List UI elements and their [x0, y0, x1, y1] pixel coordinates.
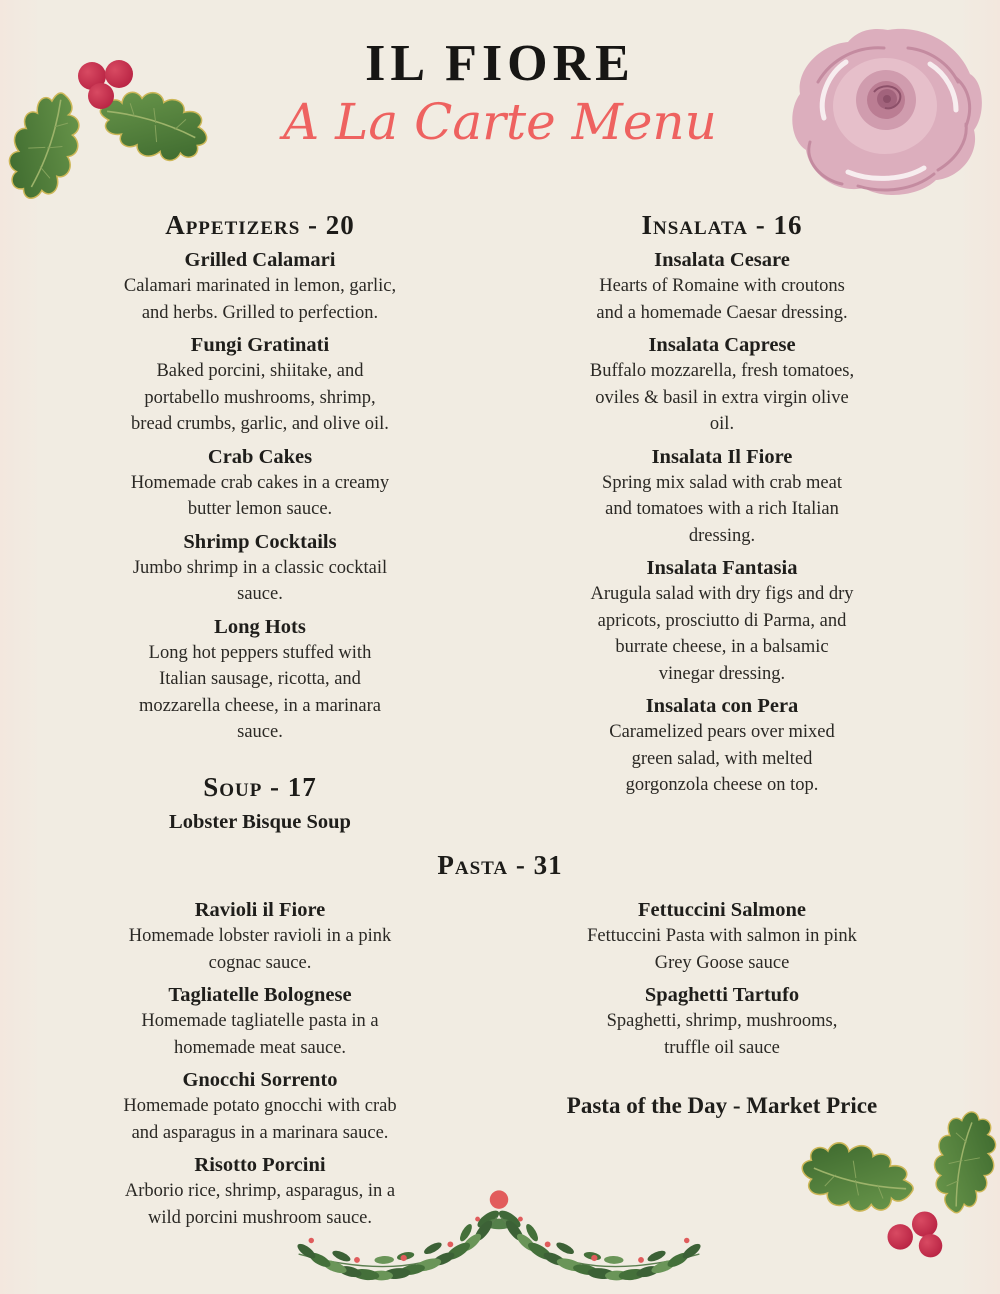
menu-item-description-line: Fettuccini Pasta with salmon in pink: [587, 926, 857, 946]
menu-item-description-line: burrate cheese, in a balsamic: [615, 637, 829, 657]
menu-item-name: Lobster Bisque Soup: [169, 810, 351, 833]
menu-item-description-line: and a homemade Caesar dressing.: [596, 302, 848, 323]
menu-item-description-line: Buffalo mozzarella, fresh tomatoes,: [589, 361, 855, 381]
appetizers-heading: Appetizers - 20: [165, 210, 355, 240]
menu-item-description-line: Homemade potato gnocchi with crab: [123, 1096, 397, 1116]
pasta-heading: Pasta - 31: [437, 850, 563, 880]
menu-item-name: Shrimp Cocktails: [183, 530, 337, 553]
menu-item: [100, 334, 420, 438]
menu-item-description-line: apricots, prosciutto di Parma, and: [597, 610, 847, 631]
menu-item-name: Long Hots: [214, 615, 306, 638]
menu-item: [562, 557, 882, 687]
menu-item: [100, 446, 420, 523]
pasta-right-column: [560, 891, 884, 1119]
menu-item-description-line: Arborio rice, shrimp, asparagus, in a: [124, 1181, 396, 1201]
menu-item-description-line: oil.: [709, 414, 735, 434]
menu-item: [562, 695, 882, 799]
menu-item-description-line: Arugula salad with dry figs and dry: [590, 584, 854, 604]
menu-item-name: Tagliatelle Bolognese: [168, 984, 352, 1006]
menu-item-name: Crab Cakes: [207, 445, 313, 468]
menu-subtitle: A La Carte Menu: [283, 93, 717, 151]
menu-item: [100, 531, 420, 608]
menu-item-description-line: Homemade tagliatelle pasta in a: [141, 1011, 379, 1031]
menu-item-description-line: Hearts of Romaine with croutons: [599, 276, 845, 296]
menu-item-description-line: Spring mix salad with crab meat: [602, 472, 842, 493]
menu-item-description-line: wild porcini mushroom sauce.: [147, 1207, 372, 1228]
menu-item: [100, 899, 420, 976]
menu-item: [562, 334, 882, 438]
menu-item-description-line: Italian sausage, ricotta, and: [159, 669, 361, 689]
menu-item-name: Grilled Calamari: [184, 249, 336, 271]
menu-item-description-line: bread crumbs, garlic, and olive oil.: [131, 414, 389, 434]
menu-item: [100, 616, 420, 746]
soup-heading: Soup - 17: [203, 771, 317, 802]
menu-item-name: Insalata Cesare: [654, 249, 790, 271]
menu-item-description-line: gorgonzola cheese on top.: [625, 775, 819, 795]
pasta-of-the-day-note: Pasta of the Day - Market Price: [566, 1093, 878, 1118]
menu-item: [560, 899, 884, 976]
menu-item-name: Risotto Porcini: [194, 1154, 326, 1176]
appetizers-section: [100, 210, 420, 835]
menu-item-description-line: cognac sauce.: [208, 952, 312, 973]
menu-item-name: Spaghetti Tartufo: [644, 984, 800, 1006]
menu-item-description-line: Spaghetti, shrimp, mushrooms,: [606, 1011, 838, 1031]
menu-item-description-line: green salad, with melted: [631, 748, 813, 769]
menu-item: [100, 1154, 420, 1231]
menu-item-description-line: portabello mushrooms, shrimp,: [144, 387, 376, 408]
menu-item-name: Fungi Gratinati: [190, 334, 330, 356]
menu-item-description-line: and herbs. Grilled to perfection.: [141, 302, 379, 323]
menu-item-description-line: and asparagus in a marinara sauce.: [131, 1122, 389, 1143]
menu-item: [100, 811, 420, 834]
pasta-left-column: [100, 891, 420, 1231]
menu-item-description-line: sauce.: [237, 584, 283, 604]
menu-item: [100, 249, 420, 326]
menu-item-name: Gnocchi Sorrento: [182, 1069, 338, 1091]
menu-item-name: Insalata Caprese: [648, 334, 796, 356]
menu-item: [100, 984, 420, 1061]
menu-item-description-line: vinegar dressing.: [658, 663, 786, 684]
menu-item-description-line: Baked porcini, shiitake, and: [156, 361, 364, 381]
menu-item-description-line: oviles & basil in extra virgin olive: [595, 387, 849, 408]
menu-item-description-line: truffle oil sauce: [664, 1037, 780, 1058]
menu-item-name: Insalata Fantasia: [646, 557, 798, 579]
menu-item-name: Fettuccini Salmone: [638, 899, 806, 921]
menu-item-description-line: Long hot peppers stuffed with: [148, 642, 372, 663]
menu-item-description-line: dressing.: [688, 525, 756, 546]
menu-item: [562, 446, 882, 550]
menu-item-description-line: Caramelized pears over mixed: [609, 722, 835, 742]
menu-item-description-line: and tomatoes with a rich Italian: [605, 499, 839, 519]
menu-item: [560, 984, 884, 1061]
insalata-section: [562, 210, 882, 799]
restaurant-title: IL FIORE: [365, 35, 635, 92]
menu-item-description-line: homemade meat sauce.: [173, 1037, 347, 1058]
menu-item: [562, 249, 882, 326]
menu-item-description-line: Grey Goose sauce: [654, 952, 790, 973]
menu-item-description-line: Jumbo shrimp in a classic cocktail: [132, 557, 388, 578]
menu-item-description-line: Homemade crab cakes in a creamy: [130, 472, 390, 493]
menu-item-name: Insalata con Pera: [645, 695, 799, 717]
menu-item: [100, 1069, 420, 1146]
menu-item-description-line: Homemade lobster ravioli in a pink: [128, 926, 392, 946]
menu-item-description-line: Calamari marinated in lemon, garlic,: [123, 276, 397, 296]
menu-item-description-line: sauce.: [237, 722, 283, 742]
menu-item-description-line: mozzarella cheese, in a marinara: [139, 695, 381, 716]
menu-item-description-line: butter lemon sauce.: [187, 499, 333, 519]
menu-item-name: Ravioli il Fiore: [194, 899, 326, 921]
insalata-heading: Insalata - 16: [641, 210, 803, 240]
menu-item-name: Insalata Il Fiore: [651, 445, 793, 468]
